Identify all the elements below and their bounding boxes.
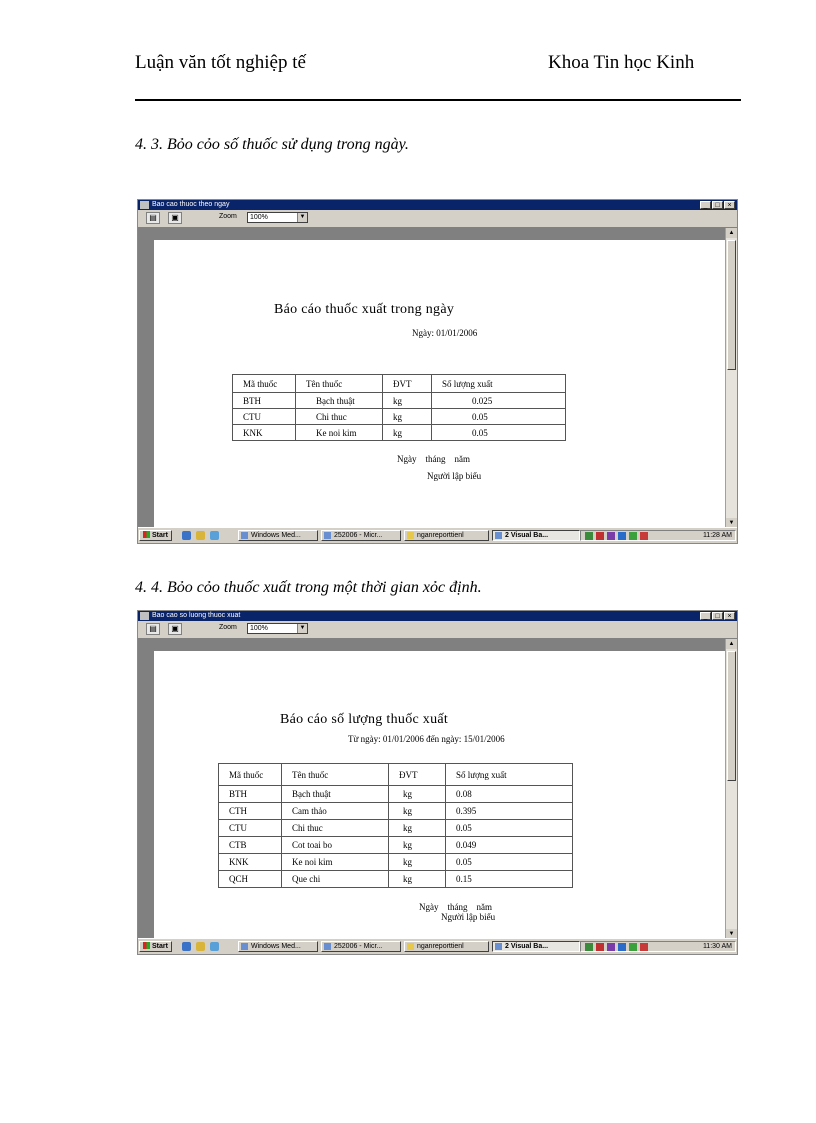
tray-icon[interactable] <box>596 943 604 951</box>
report-toolbar <box>138 210 737 228</box>
media-icon[interactable] <box>210 942 219 951</box>
report-viewport <box>138 228 727 528</box>
start-button[interactable] <box>139 941 172 952</box>
report-date-range: Từ ngày: 01/01/2006 đến ngày: 15/01/2006 <box>348 734 505 744</box>
table-cell: Bạch thuật <box>282 786 389 803</box>
task-label: nganreporttienl <box>417 532 464 539</box>
task-visual-basic[interactable] <box>492 530 580 541</box>
report-title: Báo cáo thuốc xuất trong ngày <box>274 302 455 317</box>
header-rule <box>135 99 741 101</box>
document-icon <box>324 532 331 539</box>
desktop-icon[interactable] <box>196 942 205 951</box>
table-cell: kg <box>389 786 446 803</box>
app-icon <box>140 612 149 620</box>
report-table <box>218 763 573 888</box>
scroll-up-icon[interactable]: ▲ <box>726 639 737 649</box>
zoom-label: Zoom <box>219 624 237 631</box>
window-title: Bao cao so luong thuoc xuat <box>152 612 241 619</box>
tray-icon[interactable] <box>585 943 593 951</box>
table-row <box>233 409 566 425</box>
table-cell: Ke noi kim <box>296 425 383 441</box>
vertical-scrollbar[interactable] <box>725 639 737 939</box>
scroll-down-icon[interactable]: ▼ <box>726 929 737 939</box>
scroll-thumb[interactable] <box>727 240 736 370</box>
start-label: Start <box>152 943 168 950</box>
task-windows-media[interactable] <box>238 941 318 952</box>
table-cell: Bạch thuật <box>296 393 383 409</box>
maximize-icon[interactable]: □ <box>712 201 723 209</box>
table-cell: kg <box>383 409 432 425</box>
report-page <box>154 651 727 941</box>
minimize-icon[interactable]: _ <box>700 612 711 620</box>
window-titlebar <box>138 200 737 210</box>
task-label: 252006 - Micr... <box>334 943 383 950</box>
report-table <box>232 374 566 441</box>
system-tray <box>580 941 736 952</box>
tray-icon[interactable] <box>585 532 593 540</box>
table-cell: 0.05 <box>432 409 566 425</box>
table-cell: kg <box>389 837 446 854</box>
folder-icon <box>407 532 414 539</box>
table-header-row <box>219 764 573 786</box>
scroll-down-icon[interactable]: ▼ <box>726 518 737 528</box>
report-title: Báo cáo số lượng thuốc xuất <box>280 712 449 727</box>
table-row <box>219 837 573 854</box>
header-right-text: Khoa Tin học Kinh <box>548 52 695 73</box>
footer-date-line: Ngày tháng năm <box>419 902 492 912</box>
start-label: Start <box>152 532 168 539</box>
table-row <box>219 820 573 837</box>
zoom-value: 100% <box>250 625 268 632</box>
document-icon <box>324 943 331 950</box>
table-cell: 0.049 <box>446 837 573 854</box>
table-cell: BTH <box>233 393 296 409</box>
taskbar <box>138 527 737 543</box>
table-cell: CTB <box>219 837 282 854</box>
footer-signer: Người lập biểu <box>441 912 496 922</box>
table-cell: kg <box>383 425 432 441</box>
report-toolbar <box>138 621 737 639</box>
table-cell: KNK <box>233 425 296 441</box>
tray-icon[interactable] <box>607 532 615 540</box>
report-viewport <box>138 639 727 939</box>
task-label: 2 Visual Ba... <box>505 532 549 539</box>
column-header: Số lượng xuất <box>432 375 566 393</box>
header-left-text: Luận văn tốt nghiệp tế <box>135 52 306 73</box>
zoom-select[interactable] <box>247 623 308 634</box>
table-cell: 0.025 <box>432 393 566 409</box>
table-cell: CTU <box>233 409 296 425</box>
table-cell: 0.05 <box>446 854 573 871</box>
table-row <box>219 786 573 803</box>
column-header: Mã thuốc <box>219 764 282 786</box>
task-label: 252006 - Micr... <box>334 532 383 539</box>
report-page <box>154 240 727 530</box>
task-word-document[interactable] <box>321 941 401 952</box>
footer-date-line: Ngày tháng năm <box>397 454 470 464</box>
clock: 11:30 AM <box>702 943 732 950</box>
table-cell: KNK <box>219 854 282 871</box>
table-cell: Ke noi kim <box>282 854 389 871</box>
column-header: ĐVT <box>383 375 432 393</box>
table-cell: Chi thuc <box>296 409 383 425</box>
table-cell: 0.05 <box>446 820 573 837</box>
table-cell: QCH <box>219 871 282 888</box>
start-button[interactable] <box>139 530 172 541</box>
column-header: ĐVT <box>389 764 446 786</box>
task-folder[interactable] <box>404 530 489 541</box>
scroll-up-icon[interactable]: ▲ <box>726 228 737 238</box>
task-label: 2 Visual Ba... <box>505 943 549 950</box>
tray-icon[interactable] <box>607 943 615 951</box>
screenshot-period-report <box>137 610 738 955</box>
task-label: nganreporttienl <box>417 943 464 950</box>
tray-icon[interactable] <box>618 532 626 540</box>
table-cell: kg <box>389 871 446 888</box>
table-cell: Chi thuc <box>282 820 389 837</box>
table-row <box>233 425 566 441</box>
zoom-select[interactable] <box>247 212 308 223</box>
folder-icon <box>407 943 414 950</box>
media-player-icon <box>241 943 248 950</box>
task-folder[interactable] <box>404 941 489 952</box>
column-header: Số lượng xuất <box>446 764 573 786</box>
task-word-document[interactable] <box>321 530 401 541</box>
media-player-icon <box>241 532 248 539</box>
table-cell: Que chi <box>282 871 389 888</box>
print-icon[interactable]: ▤ <box>146 623 160 635</box>
window-title: Bao cao thuoc theo ngay <box>152 201 230 208</box>
system-tray <box>580 530 736 541</box>
task-windows-media[interactable] <box>238 530 318 541</box>
maximize-icon[interactable]: □ <box>712 612 723 620</box>
browser-icon[interactable] <box>182 531 191 540</box>
table-cell: 0.15 <box>446 871 573 888</box>
tray-icon[interactable] <box>629 943 637 951</box>
scroll-thumb[interactable] <box>727 651 736 781</box>
zoom-value: 100% <box>250 214 268 221</box>
close-icon[interactable]: × <box>724 612 735 620</box>
app-icon <box>140 201 149 209</box>
tray-icon[interactable] <box>629 532 637 540</box>
caption-section-4-3: 4. 3. Bỏo cỏo số thuốc sử dụng trong ngày. <box>135 136 409 153</box>
table-cell: CTU <box>219 820 282 837</box>
clock: 11:28 AM <box>702 532 732 539</box>
tray-icon[interactable] <box>640 943 648 951</box>
table-cell: CTH <box>219 803 282 820</box>
taskbar <box>138 938 737 954</box>
table-cell: Cam thảo <box>282 803 389 820</box>
browser-icon[interactable] <box>182 942 191 951</box>
windows-logo-icon <box>143 531 150 538</box>
chevron-down-icon[interactable]: ▼ <box>297 624 307 633</box>
table-cell: 0.08 <box>446 786 573 803</box>
footer-signer: Người lập biểu <box>427 471 482 481</box>
visual-basic-icon <box>495 532 502 539</box>
window-titlebar <box>138 611 737 621</box>
table-cell: BTH <box>219 786 282 803</box>
column-header: Mã thuốc <box>233 375 296 393</box>
table-row <box>219 803 573 820</box>
table-cell: Cot toai bo <box>282 837 389 854</box>
desktop-icon[interactable] <box>196 531 205 540</box>
caption-section-4-4: 4. 4. Bỏo cỏo thuốc xuất trong một thời gian xỏc định. <box>135 579 482 596</box>
table-row <box>219 871 573 888</box>
export-icon[interactable]: ▣ <box>168 212 182 224</box>
report-date: Ngày: 01/01/2006 <box>412 328 478 338</box>
chevron-down-icon[interactable]: ▼ <box>297 213 307 222</box>
windows-logo-icon <box>143 942 150 949</box>
task-visual-basic[interactable] <box>492 941 580 952</box>
tray-icon[interactable] <box>618 943 626 951</box>
task-label: Windows Med... <box>251 943 301 950</box>
close-icon[interactable]: × <box>724 201 735 209</box>
table-cell: 0.395 <box>446 803 573 820</box>
minimize-icon[interactable]: _ <box>700 201 711 209</box>
tray-icon[interactable] <box>640 532 648 540</box>
table-header-row <box>233 375 566 393</box>
column-header: Tên thuốc <box>282 764 389 786</box>
table-row <box>233 393 566 409</box>
visual-basic-icon <box>495 943 502 950</box>
zoom-label: Zoom <box>219 213 237 220</box>
table-cell: kg <box>389 820 446 837</box>
export-icon[interactable]: ▣ <box>168 623 182 635</box>
table-cell: 0.05 <box>432 425 566 441</box>
table-row <box>219 854 573 871</box>
print-icon[interactable]: ▤ <box>146 212 160 224</box>
column-header: Tên thuốc <box>296 375 383 393</box>
screenshot-daily-report <box>137 199 738 544</box>
tray-icon[interactable] <box>596 532 604 540</box>
task-label: Windows Med... <box>251 532 301 539</box>
vertical-scrollbar[interactable] <box>725 228 737 528</box>
table-cell: kg <box>389 803 446 820</box>
table-cell: kg <box>383 393 432 409</box>
media-icon[interactable] <box>210 531 219 540</box>
table-cell: kg <box>389 854 446 871</box>
